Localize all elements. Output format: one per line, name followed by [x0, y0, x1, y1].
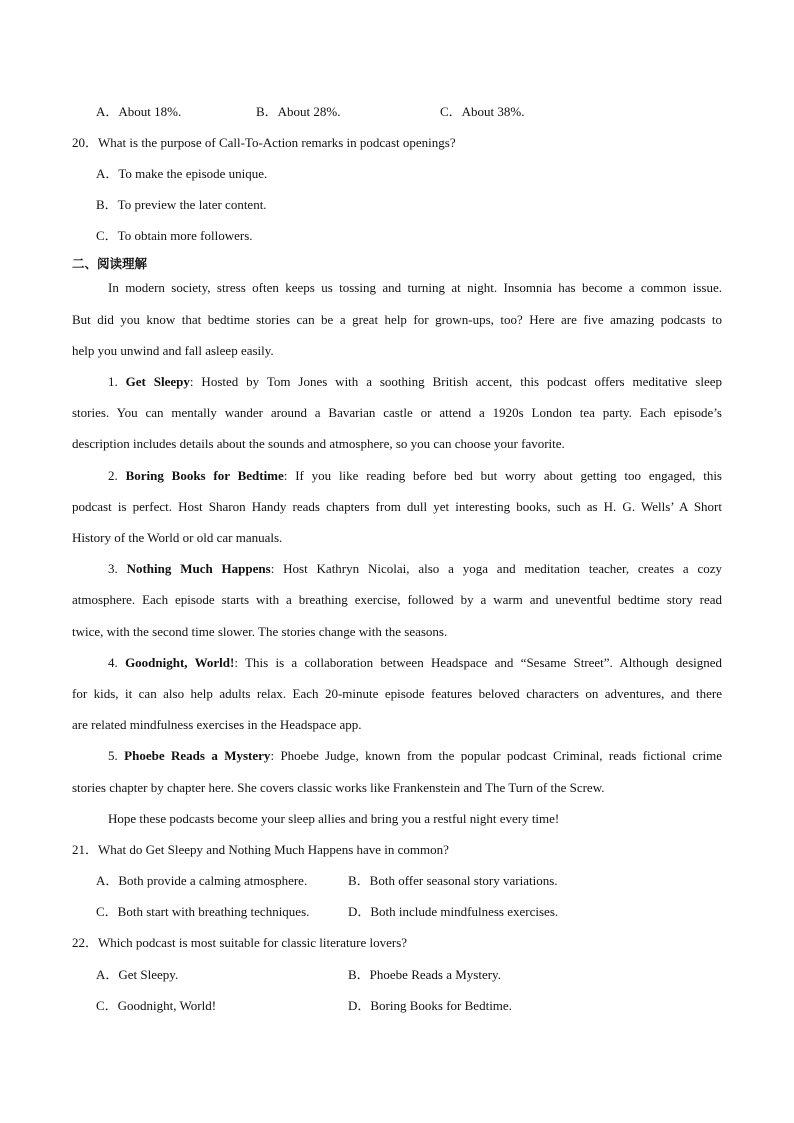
podcast-1-number: 1. — [108, 374, 126, 389]
q21-option-a: A．Both provide a calming atmosphere. — [96, 873, 308, 888]
q22-option-a: A．Get Sleepy. — [96, 967, 179, 982]
podcast-1-line-3: description includes details about the sounds and atmosphere, so you can choose your favorite. — [72, 436, 565, 451]
podcast-1-line-1 — [108, 373, 722, 391]
podcast-2-line-3: History of the World or old car manuals. — [72, 530, 283, 545]
podcast-4-text: : This is a collaboration between Headspace and “Sesame Street”. Although designed — [234, 655, 723, 670]
podcast-2-number: 2. — [108, 468, 126, 483]
podcast-3-line-3: twice, with the second time slower. The stories change with the seasons. — [72, 624, 448, 639]
q21-option-c: C．Both start with breathing techniques. — [96, 904, 310, 919]
podcast-4-number: 4. — [108, 655, 126, 670]
podcast-4-title: Goodnight, World! — [125, 655, 235, 670]
podcast-5-line-2: stories chapter by chapter here. She covers classic works like Frankenstein and The Turn of the Screw. — [72, 780, 605, 795]
q19-option-c: C．About 38%. — [440, 104, 525, 119]
q19-option-b: B．About 28%. — [256, 104, 341, 119]
podcast-3-text: : Host Kathryn Nicolai, also a yoga and meditation teacher, creates a cozy — [270, 561, 722, 576]
q22-stem: 22．Which podcast is most suitable for classic literature lovers? — [72, 935, 408, 950]
podcast-4-line-3: are related mindfulness exercises in the Headspace app. — [72, 717, 362, 732]
q19-option-a: A．About 18%. — [96, 104, 182, 119]
q20-stem: 20．What is the purpose of Call-To-Action remarks in podcast openings? — [72, 135, 456, 150]
podcast-2-line-1 — [108, 467, 722, 485]
podcast-5-title: Phoebe Reads a Mystery — [124, 748, 271, 763]
q22-option-b: B．Phoebe Reads a Mystery. — [348, 967, 501, 982]
podcast-3-line-1 — [108, 560, 722, 578]
q22-option-d: D．Boring Books for Bedtime. — [348, 998, 512, 1013]
podcast-3-title: Nothing Much Happens — [126, 561, 271, 576]
passage-closing: Hope these podcasts become your sleep allies and bring you a restful night every time! — [108, 811, 560, 826]
podcast-2-title: Boring Books for Bedtime — [125, 468, 284, 483]
podcast-1-title: Get Sleepy — [125, 374, 190, 389]
q20-option-a: A．To make the episode unique. — [96, 166, 268, 181]
podcast-2-text: : If you like reading before bed but worry about getting too engaged, this — [283, 468, 722, 483]
q21-option-d: D．Both include mindfulness exercises. — [348, 904, 559, 919]
podcast-1-text: : Hosted by Tom Jones with a soothing British accent, this podcast offers meditative sleep — [189, 374, 723, 389]
podcast-5-number: 5. — [108, 748, 125, 763]
q20-option-c: C．To obtain more followers. — [96, 228, 253, 243]
q20-option-b: B．To preview the later content. — [96, 197, 267, 212]
podcast-4-line-2: for kids, it can also help adults relax. Each 20-minute episode features beloved characters on adventures, and there — [72, 686, 722, 701]
podcast-5-line-1 — [108, 747, 722, 765]
q21-stem: 21．What do Get Sleepy and Nothing Much Happens have in common? — [72, 842, 449, 857]
podcast-3-number: 3. — [108, 561, 127, 576]
podcast-3-line-2: atmosphere. Each episode starts with a breathing exercise, followed by a warm and uneventful bedtime story read — [72, 592, 722, 607]
q22-option-c: C．Goodnight, World! — [96, 998, 217, 1013]
section-heading: 二、阅读理解 — [72, 256, 148, 271]
q21-option-b: B．Both offer seasonal story variations. — [348, 873, 558, 888]
passage-intro-line-2: But did you know that bedtime stories can be a great help for grown-ups, too? Here are five amazing podcasts to — [72, 312, 722, 327]
podcast-1-line-2: stories. You can mentally wander around a Bavarian castle or attend a 1920s London tea party. Each episode’s — [72, 405, 722, 420]
passage-intro-line-3: help you unwind and fall asleep easily. — [72, 343, 274, 358]
podcast-2-line-2: podcast is perfect. Host Sharon Handy reads chapters from dull yet interesting books, such as H. G. Wells’ A Short — [72, 499, 722, 514]
passage-intro-line-1: In modern society, stress often keeps us tossing and turning at night. Insomnia has become a common issue. — [108, 280, 722, 295]
podcast-4-line-1 — [108, 654, 722, 672]
podcast-5-text: : Phoebe Judge, known from the popular podcast Criminal, reads fictional crime — [270, 748, 723, 763]
